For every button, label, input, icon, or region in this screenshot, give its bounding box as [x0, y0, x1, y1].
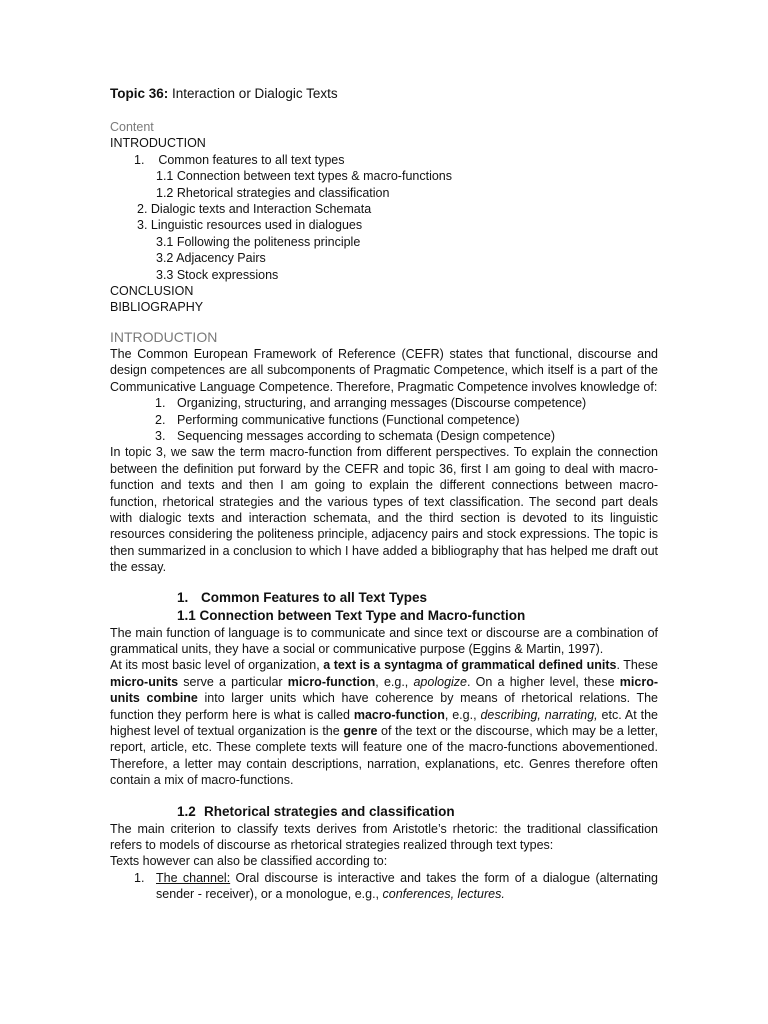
list-item: 2. Performing communicative functions (Functional competence) — [155, 412, 520, 427]
topic-title: Topic 36: Interaction or Dialogic Texts — [110, 86, 338, 101]
document-page — [110, 86, 658, 903]
toc-item-2: 2. Dialogic texts and Interaction Schemata — [137, 202, 372, 217]
toc-item-3-1: 3.1 Following the politeness principle — [156, 234, 361, 249]
classification-list — [110, 870, 658, 903]
toc-introduction: INTRODUCTION — [110, 136, 206, 151]
toc-item-3-3: 3.3 Stock expressions — [156, 267, 279, 282]
section-1-2-paragraph-1: The main criterion to classify texts derives from Aristotle’s rhetoric: the traditional classification refers to models of discourse as rhetorical strategies realized through text types: — [110, 821, 658, 853]
toc-conclusion: CONCLUSION — [110, 284, 194, 299]
toc-bibliography: BIBLIOGRAPHY — [110, 300, 204, 315]
toc-item-1-1: 1.1 Connection between text types & macro-functions — [156, 169, 452, 184]
introduction-heading: INTRODUCTION — [110, 328, 218, 345]
competence-list — [110, 395, 658, 444]
list-item: 1. The channel: Oral discourse is interactive and takes the form of a dialogue (alternating sender - receiver), or a monologue, e.g., conferences, lectures. — [134, 870, 658, 902]
toc-item-3-2: 3.2 Adjacency Pairs — [156, 251, 266, 266]
section-1-1-heading: 1.1 Connection between Text Type and Macro-function — [177, 607, 526, 623]
content-heading: Content — [110, 120, 154, 134]
section-1-2-heading: 1.2 Rhetorical strategies and classification — [177, 803, 455, 819]
section-1-2-paragraph-2: Texts however can also be classified according to: — [110, 854, 388, 869]
toc-item-1: 1. Common features to all text types — [134, 152, 345, 167]
toc-item-1-2: 1.2 Rhetorical strategies and classification — [156, 185, 390, 200]
section-1-1-paragraph-2: At its most basic level of organization, a text is a syntagma of grammatical defined units. These micro-units serve a particular micro-function, e.g., apologize. On a higher level, these micro-units combine into larger units which have coherence by means of rhetorical relations. The function they perform here is what is called macro-function, e.g., describing, narrating, etc. At the highest level of textual organization is the genre of the text or the discourse, which may be a letter, report, article, etc. These complete texts will feature one of the macro-functions abovementioned. Therefore, a letter may contain descriptions, narration, explanations, etc. Genres therefore often contain a mix of macro-functions. — [110, 658, 658, 788]
list-item: 1. Organizing, structuring, and arranging messages (Discourse competence) — [155, 396, 587, 411]
toc-item-3: 3. Linguistic resources used in dialogues — [137, 218, 363, 233]
introduction-paragraph-2: In topic 3, we saw the term macro-function from different perspectives. To explain the connection between the definition put forward by the CEFR and topic 36, first I am going to deal with macro-function and texts and then I am going to explain the different connections between macro-function, rhetorical strategies and the various types of text classification. The second part deals with dialogic texts and interaction schemata, and the third section is devoted to its linguistic resources considering the politeness principle, adjacency pairs and stock expressions. The topic is then summarized in a conclusion to which I have added a bibliography that has helped me draft out the essay. — [110, 445, 658, 575]
section-1-heading: 1. Common Features to all Text Types — [177, 589, 428, 605]
table-of-contents — [110, 119, 658, 316]
list-item: 3. Sequencing messages according to schemata (Design competence) — [155, 428, 555, 443]
section-1-1-paragraph-1: The main function of language is to communicate and since text or discourse are a combination of grammatical units, they have a social or communicative purpose (Eggins & Martin, 1997). — [110, 625, 658, 656]
introduction-paragraph-1: The Common European Framework of Reference (CEFR) states that functional, discourse and design competences are all subcomponents of Pragmatic Competence, which itself is a part of the Communicative Language Competence. Therefore, Pragmatic Competence involves knowledge of: — [110, 346, 658, 394]
